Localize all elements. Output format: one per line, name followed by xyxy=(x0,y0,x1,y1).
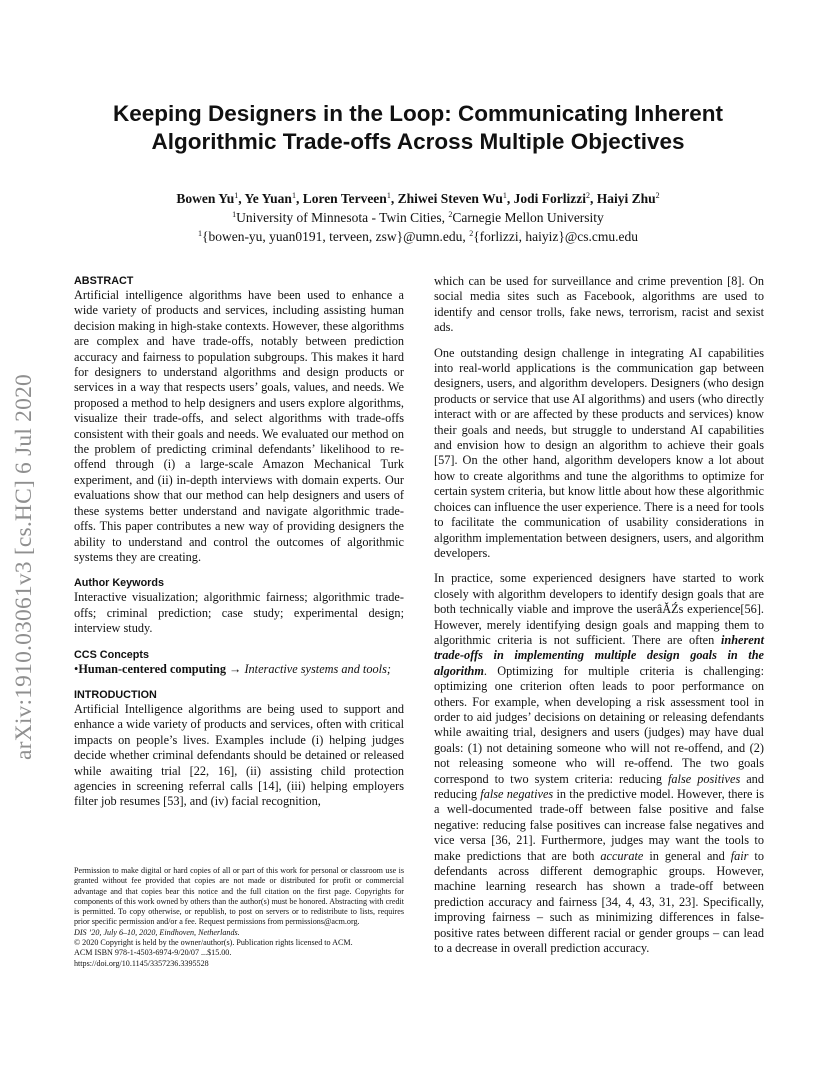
affiliation-marker: 2 xyxy=(448,210,453,219)
doi-text: https://doi.org/10.1145/3357236.3395528 xyxy=(74,958,209,968)
body-paragraph: which can be used for surveillance and crime prevention [8]. On social media sites such as Facebook, algorithms are used to identify and censor trolls, fake news, terrorism, racist and sexist ads. xyxy=(434,274,764,335)
email-marker: 1 xyxy=(197,229,202,238)
title-line-1: Keeping Designers in the Loop: Communicating Inherent xyxy=(112,101,724,126)
emphasis-text: fair xyxy=(730,848,749,863)
author-affiliations xyxy=(60,208,776,227)
author-block xyxy=(60,189,776,246)
introduction-paragraph: Artificial Intelligence algorithms are being used to support and enhance a wide variety of products and services, often with critical impacts on people’s lives. Examples include (i) helping judges decide whether criminal defendants should be detained or released while awaiting trial [22, 16], (ii) assisting child protection agencies in screening referral calls [14], (iii) helping employers filter job resumes [53], and (iv) facial recognition, xyxy=(74,701,404,809)
ccs-concept: Human-centered computing xyxy=(78,661,226,676)
body-text: . Optimizing for multiple criteria is challenging: optimizing one criterion often leads to poor performance on others. For example, when developing a risk assessment tool in order to aid judges’ decisions on detaining or releasing defendants while awaiting trial, designers and users (judges) may have dual goals: (1) not detaining someone who will not re-offend, and (2) not releasing someone who will re-offend. The two goals correspond to two system criteria: reducing xyxy=(434,663,764,786)
emphasis-text: false positives xyxy=(667,771,741,786)
abstract-heading: ABSTRACT xyxy=(74,275,134,287)
abstract-text: Artificial intelligence algorithms have been used to enhance a wide variety of products and services, including assisting human decision making in high-stake contexts. However, these algorithms are complex and have trade-offs, notably between prediction accuracy and fairness to population subgroups. This makes it hard for designers to understand algorithms and design products or services in a way that respects users’ goals, values, and needs. We proposed a method to help designers and users explore algorithms, visualize their trade-offs, and select algorithms with trade-offs consistent with their goals and needs. We evaluated our method on the problem of predicting criminal defendants’ likelihood to re-offend through (i) a large-scale Amazon Mechanical Turk experiment, and (ii) in-depth interviews with domain experts. Our evaluations show that our method can help designers and users of these systems better understand and navigate algorithmic trade-offs. This paper contributes a new way of providing designers the ability to understand and control the outcomes of algorithmic systems they are creating. xyxy=(74,288,404,564)
affiliation-umn: University of Minnesota - Twin Cities, xyxy=(236,210,449,225)
author-name: Ye Yuan xyxy=(244,191,292,206)
arxiv-identifier: arXiv:1910.03061v3 [cs.HC] 6 Jul 2020 xyxy=(11,374,37,760)
keywords-heading: Author Keywords xyxy=(74,577,164,590)
email-marker: 2 xyxy=(469,229,474,238)
ccs-text xyxy=(74,662,404,677)
author-name: Haiyi Zhu xyxy=(596,191,656,206)
email-umn: {bowen-yu, yuan0191, terveen, zsw}@umn.edu, xyxy=(201,229,470,244)
author-name: Bowen Yu xyxy=(176,191,235,206)
body-paragraph xyxy=(434,571,764,956)
emphasis-text: inherent trade-offs in implementing multiple design goals in the algorithm xyxy=(434,632,764,678)
title-line-2: Algorithmic Trade-offs Across Multiple Objectives xyxy=(151,129,685,154)
author-affiliation-marker: 2 xyxy=(585,191,590,200)
affiliation-marker: 1 xyxy=(232,210,237,219)
body-text: to defendants across different demographic groups. However, machine learning research has shown a trade-off between prediction accuracy and fairness [34, 4, 43, 31, 23]. Specifically, improving fairness – such as minimizing differences in false-positive rates between different racial or gender groups – can lead to a decrease in overall prediction accuracy. xyxy=(434,848,764,956)
ccs-subconcept: Interactive systems and tools; xyxy=(244,661,391,676)
author-name: Jodi Forlizzi xyxy=(513,191,586,206)
author-name: Zhiwei Steven Wu xyxy=(397,191,503,206)
right-column xyxy=(434,274,764,956)
permission-text: Permission to make digital or hard copies of all or part of this work for personal or classroom use is granted without fee provided that copies are not made or distributed for profit or commercial advantage and that copies bear this notice and the full citation on the first page. Copyrights for components of this work owned by others than the author(s) must be honored. Abstracting with credit is permitted. To copy otherwise, or republish, to post on servers or to redistribute to lists, requires prior specific permission and/or a fee. Request permissions from permissions@acm.org. xyxy=(74,866,404,927)
left-column xyxy=(74,274,404,810)
body-text: in the predictive model. However, there is a well-documented trade-off between false positive and false negative: reducing false positives can increase false negatives and vice versa [36, 21]. Furthermore, judges may want the tools to make predictions that are both xyxy=(434,787,764,863)
keywords-text: Interactive visualization; algorithmic fairness; algorithmic trade-offs; criminal prediction; case study; experimental design; interview study. xyxy=(74,590,404,636)
body-paragraph: One outstanding design challenge in integrating AI capabilities into real-world applications is the communication gap between designers, users, and algorithm developers. Designers (who design products or service that use AI algorithms) and users (who directly interact with or are affected by these products and services) know their goals and needs, but struggle to understand AI capabilities and envision how to design an algorithm to achieve their goals [57]. On the other hand, algorithm developers know a lot about how to create algorithms and tune the algorithms to optimize for certain system criteria, but know little about how these algorithmic choices can influence the user experience. There is a need for tools to facilitate the communication of usability considerations in algorithm implementation between designers, users, and algorithm developers. xyxy=(434,345,764,560)
body-text: and reducing xyxy=(434,771,764,801)
author-affiliation-marker: 1 xyxy=(502,191,507,200)
copyright-text: © 2020 Copyright is held by the owner/author(s). Publication rights licensed to ACM. xyxy=(74,938,353,948)
permission-notice xyxy=(74,866,404,969)
isbn-text: ACM ISBN 978-1-4503-6974-9/20/07 ...$15.00. xyxy=(74,948,232,958)
author-affiliation-marker: 2 xyxy=(655,191,660,200)
author-names: Bowen Yu$^1$, Ye Yuan$^1$, Loren Terveen$^1$, Zhiwei Steven Wu$^1$, Jodi Forlizzi$^2$, Haiyi Zhu$^2$ xyxy=(176,191,660,206)
ccs-heading: CCS Concepts xyxy=(74,648,149,661)
emphasis-text: false negatives xyxy=(480,787,554,801)
author-emails xyxy=(60,227,776,246)
ccs-arrow: → xyxy=(225,661,245,676)
paper-title xyxy=(60,100,776,156)
body-text: in general and xyxy=(643,848,731,863)
introduction-heading: INTRODUCTION xyxy=(74,688,157,701)
author-affiliation-marker: 1 xyxy=(234,191,239,200)
emphasis-text: accurate xyxy=(600,848,644,863)
affiliation-cmu: Carnegie Mellon University xyxy=(452,210,604,225)
author-affiliation-marker: 1 xyxy=(386,191,391,200)
body-text: In practice, some experienced designers have started to work closely with algorithm developers to identify design goals that are both technically viable and improve the userâĂŹs experience[56]. However, merely identifying design goals and mapping them to algorithmic criteria is not sufficient. There are often xyxy=(434,571,764,647)
ccs-bullet: • xyxy=(74,661,79,676)
author-affiliation-marker: 1 xyxy=(291,191,296,200)
venue-text: DIS ’20, July 6–10, 2020, Eindhoven, Netherlands. xyxy=(74,927,240,937)
author-name: Loren Terveen xyxy=(302,191,387,206)
email-cmu: {forlizzi, haiyiz}@cs.cmu.edu xyxy=(473,229,639,244)
